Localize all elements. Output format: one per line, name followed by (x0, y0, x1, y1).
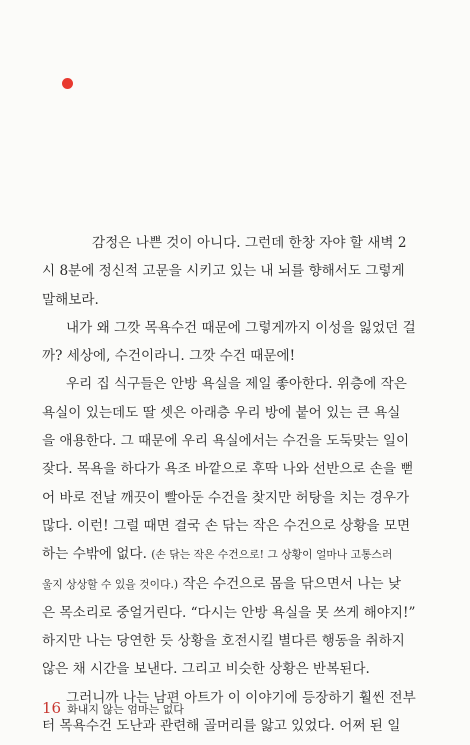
text-line: 우리 집 식구들은 안방 욕실을 제일 좋아한다. 위층에 작은 (66, 376, 407, 393)
text-line: 터 목욕수건 도난과 관련해 골머리를 앓고 있었다. 어쩌 된 일 (42, 718, 401, 735)
text-line: 잦다. 목욕을 하다가 욕조 바깥으로 후딱 나와 선반으로 손을 뻗 (42, 461, 414, 478)
red-dot-marker (62, 78, 73, 89)
text-line: 시 8분에 정신적 고문을 시키고 있는 내 뇌를 향해서도 그렇게 (42, 263, 405, 280)
aside-text: 울지 상상할 수 있을 것이다.) (42, 577, 179, 591)
text-line: 감정은 나쁜 것이 아니다. 그런데 한창 자야 할 새벽 2 (92, 235, 407, 251)
text-line (42, 570, 427, 599)
paragraph-3 (42, 370, 427, 683)
text-line: 욕실이 있는데도 딸 셋은 아래층 우리 방에 붙어 있는 큰 욕실 (42, 404, 401, 421)
book-title: 화내지 않는 엄마는 없다 (67, 703, 184, 716)
text-line: 어 바로 전날 깨끗이 빨아둔 수건을 찾지만 허탕을 치는 경우가 (42, 489, 410, 506)
text-segment: 작은 수건으로 몸을 닦으면서 나는 낮 (182, 575, 402, 592)
text-line: 그러니까 나는 남편 아트가 이 이야기에 등장하기 훨씬 전부 (66, 689, 416, 706)
text-line: 내가 왜 그깟 목욕수건 때문에 그렇게까지 이성을 잃었던 걸 (66, 319, 416, 336)
text-line: 말해보라. (42, 291, 99, 308)
text-line: 않은 채 시간을 보낸다. 그리고 비슷한 상황은 반복된다. (42, 661, 370, 678)
text-line: 까? 세상에, 수건이라니. 그깟 수건 때문에! (42, 348, 296, 365)
text-line (42, 540, 427, 569)
paragraph-1 (42, 229, 427, 314)
text-line: 을 애용한다. 그 때문에 우리 욕실에서는 수건을 도둑맞는 일이 (42, 433, 410, 450)
paragraph-2 (42, 314, 427, 371)
text-line: 은 목소리로 중얼거린다. “다시는 안방 욕실을 못 쓰게 해야지!” (42, 604, 416, 621)
page-number: 16 (42, 699, 62, 717)
text-line: 하지만 나는 당연한 듯 상황을 호전시킬 별다른 행동을 취하지 (42, 633, 405, 650)
aside-text: (손 닦는 작은 수건으로! 그 상황이 얼마나 고통스러 (151, 548, 393, 562)
text-line: 많다. 이런! 그럴 때면 결국 손 닦는 작은 수건으로 상황을 모면 (42, 517, 411, 534)
page-footer (42, 699, 184, 717)
body-text (42, 229, 427, 740)
text-segment: 하는 수밖에 없다. (42, 546, 147, 563)
